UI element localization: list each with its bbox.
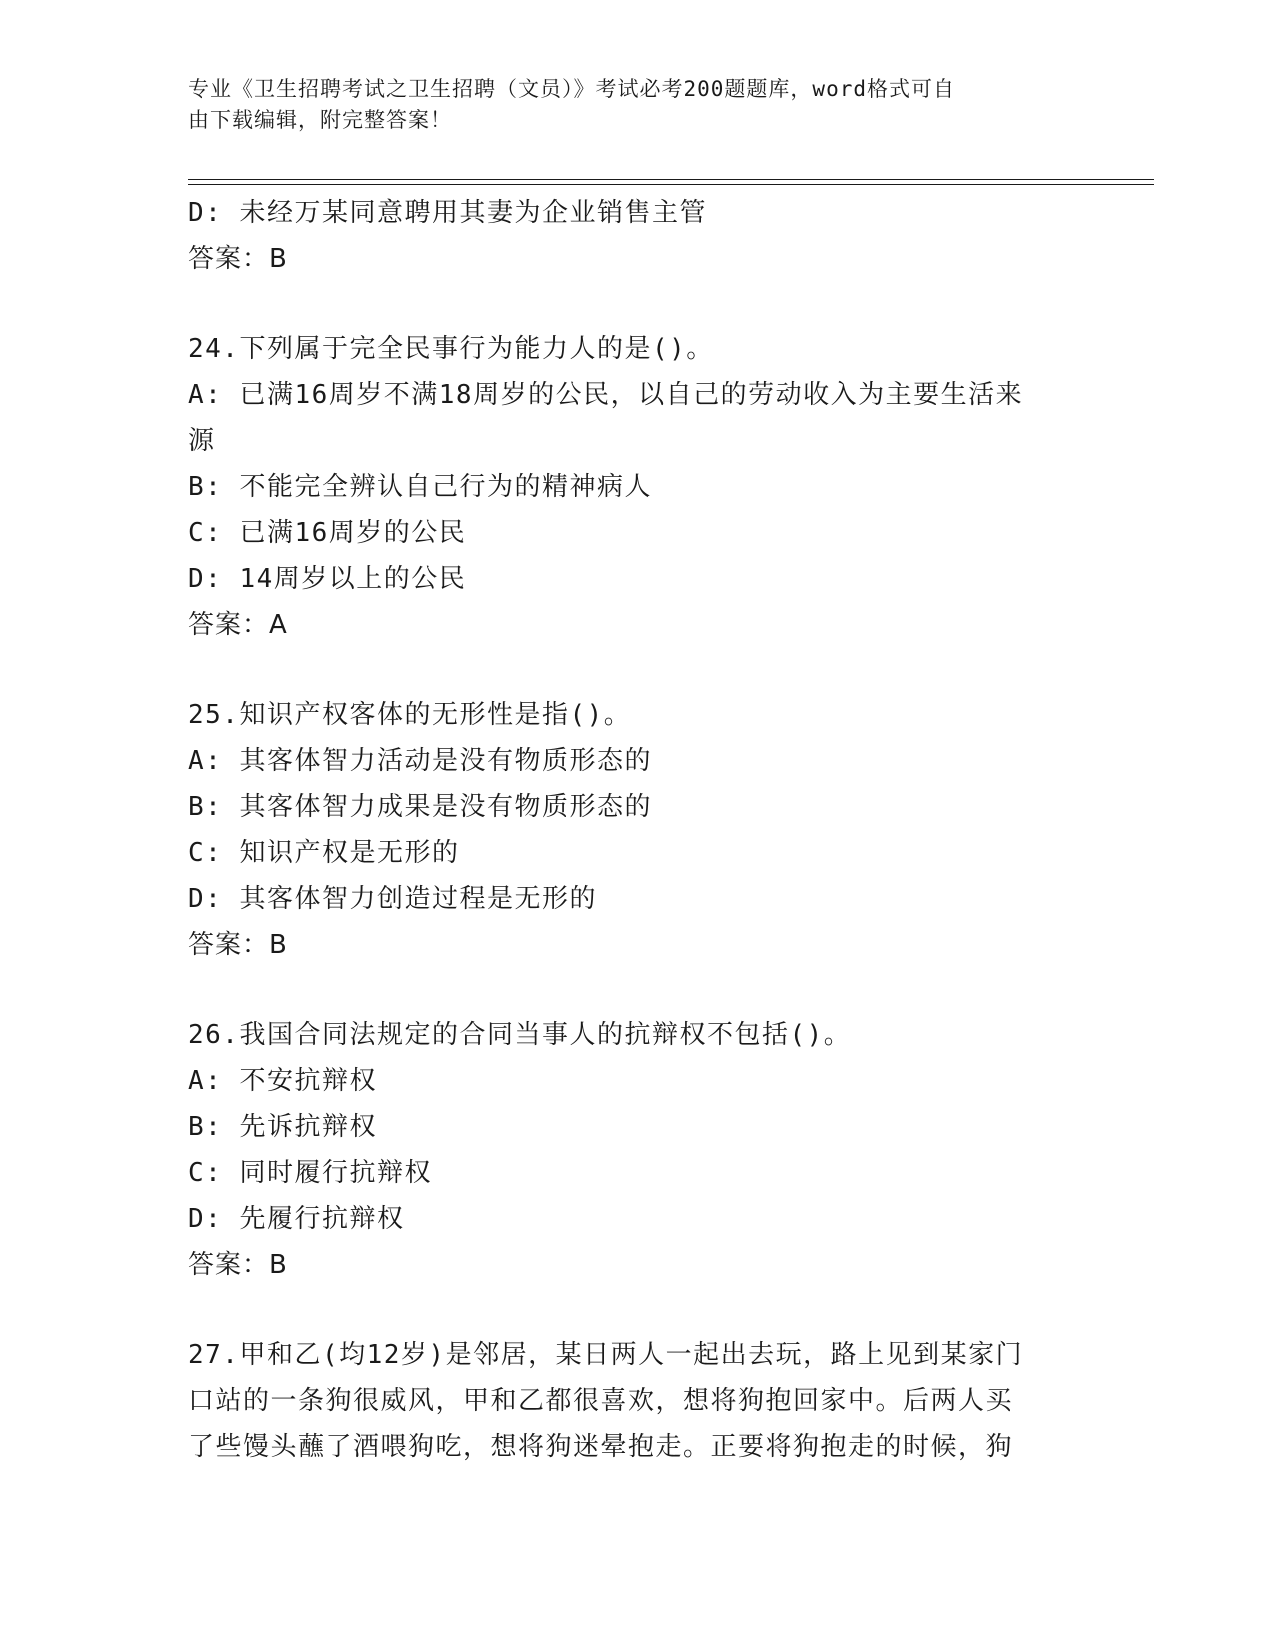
header-divider-bottom — [188, 184, 1154, 185]
question-27 — [188, 1332, 1088, 1470]
continued-question — [188, 190, 1088, 282]
question-content — [188, 190, 1088, 1470]
document-header — [188, 74, 1068, 136]
question-stem-line-2: 口站的一条狗很威风，甲和乙都很喜欢，想将狗抱回家中。后两人买 — [188, 1386, 1014, 1416]
option-a-continuation: 源 — [188, 426, 216, 456]
header-line-1: 专业《卫生招聘考试之卫生招聘（文员）》考试必考200题题库，word格式可自 — [188, 77, 955, 101]
question-25 — [188, 692, 1088, 968]
option-b: B: 不能完全辨认自己行为的精神病人 — [188, 472, 652, 502]
answer-line: 答案：B — [188, 1250, 288, 1280]
spacer — [188, 648, 1088, 692]
option-c: C: 知识产权是无形的 — [188, 838, 460, 868]
option-a: A: 已满16周岁不满18周岁的公民，以自己的劳动收入为主要生活来 — [188, 380, 1024, 410]
option-d: D: 其客体智力创造过程是无形的 — [188, 884, 597, 914]
answer-line: 答案：B — [188, 244, 288, 274]
option-a: A: 不安抗辩权 — [188, 1066, 377, 1096]
question-stem-line-1: 27.甲和乙(均12岁)是邻居，某日两人一起出去玩，路上见到某家门 — [188, 1340, 1024, 1370]
answer-line: 答案：B — [188, 930, 288, 960]
question-24 — [188, 326, 1088, 648]
option-c: C: 同时履行抗辩权 — [188, 1158, 432, 1188]
option-b: B: 先诉抗辩权 — [188, 1112, 377, 1142]
option-d: D: 先履行抗辩权 — [188, 1204, 405, 1234]
question-stem: 26.我国合同法规定的合同当事人的抗辩权不包括()。 — [188, 1020, 852, 1050]
header-divider-top — [188, 179, 1154, 180]
option-b: B: 其客体智力成果是没有物质形态的 — [188, 792, 652, 822]
question-stem-line-3: 了些馒头蘸了酒喂狗吃，想将狗迷晕抱走。正要将狗抱走的时候，狗 — [188, 1432, 1014, 1462]
answer-line: 答案：A — [188, 610, 288, 640]
option-c: C: 已满16周岁的公民 — [188, 518, 467, 548]
spacer — [188, 968, 1088, 1012]
spacer — [188, 282, 1088, 326]
question-26 — [188, 1012, 1088, 1288]
header-line-2: 由下载编辑，附完整答案！ — [188, 108, 452, 132]
spacer — [188, 1288, 1088, 1332]
question-stem: 24.下列属于完全民事行为能力人的是()。 — [188, 334, 714, 364]
question-stem: 25.知识产权客体的无形性是指()。 — [188, 700, 632, 730]
option-d: D: 未经万某同意聘用其妻为企业销售主管 — [188, 198, 707, 228]
option-d: D: 14周岁以上的公民 — [188, 564, 467, 594]
option-a: A: 其客体智力活动是没有物质形态的 — [188, 746, 652, 776]
